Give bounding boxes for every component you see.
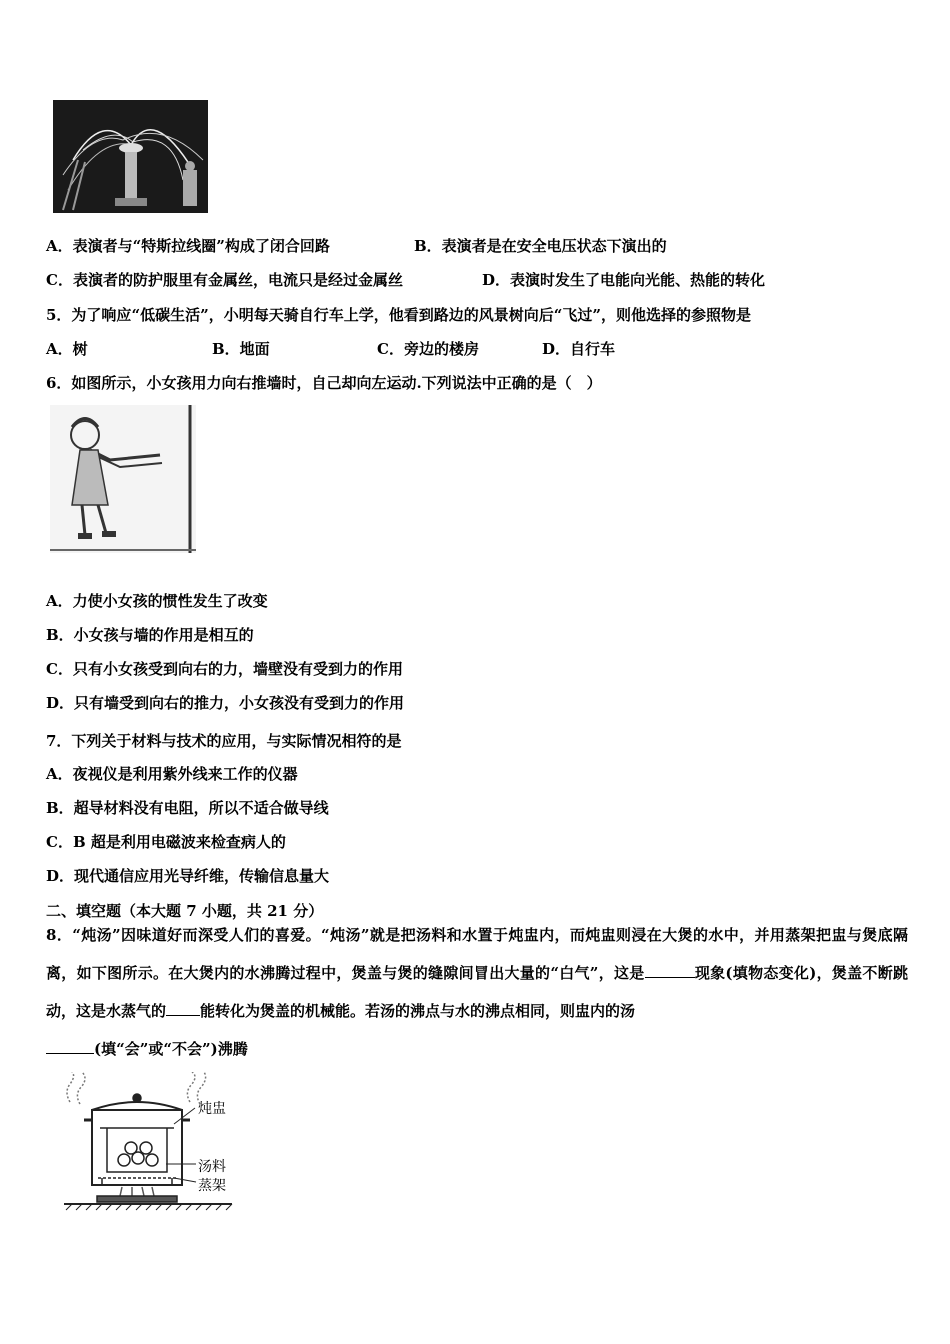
q8-paragraph [46, 916, 908, 1068]
q5-option-c: C．旁边的楼房 [377, 340, 479, 358]
q8-text-part2: 现象(填物态变化)，煲盖不断跳动，这是水蒸气的 [46, 964, 908, 1020]
q6-stem: 6．如图所示，小女孩用力向右推墙时，自己却向左运动.下列说法中正确的是（ ） [46, 374, 602, 392]
tesla-coil-figure [53, 100, 208, 213]
q8-blank-2[interactable] [166, 1001, 200, 1016]
q4-option-a: A．表演者与“特斯拉线圈”构成了闭合回路 [46, 237, 330, 255]
girl-pushing-wall-drawing [50, 405, 196, 553]
q8-blank-1[interactable] [645, 963, 695, 978]
q5-option-d: D．自行车 [542, 340, 616, 358]
q6-option-c: C．只有小女孩受到向右的力，墙壁没有受到力的作用 [46, 660, 403, 678]
label-pot: 炖盅 [198, 1101, 226, 1117]
q8-text-part4: (填“会”或“不会”)沸腾 [94, 1040, 248, 1058]
q8-text-part1: 8．“炖汤”因味道好而深受人们的喜爱。“炖汤”就是把汤料和水置于炖盅内，而炖盅则浸在大煲的水中，并用蒸架把盅与煲底隔离，如下图所示。在大煲内的水沸腾过程中，煲盖与煲的缝隙间冒出大量的“白气”，这是 [46, 926, 908, 982]
q6-option-a: A．力使小女孩的惯性发生了改变 [46, 592, 268, 610]
q8-text-part3: 能转化为煲盖的机械能。若汤的沸点与水的沸点相同，则盅内的汤 [200, 1002, 636, 1020]
q5-option-b: B．地面 [212, 340, 270, 358]
q7-option-b: B．超导材料没有电阻，所以不适合做导线 [46, 799, 329, 817]
q4-option-b: B．表演者是在安全电压状态下演出的 [414, 237, 667, 255]
q7-option-a: A．夜视仪是利用紫外线来工作的仪器 [46, 765, 298, 783]
q7-option-d: D．现代通信应用光导纤维，传输信息量大 [46, 867, 330, 885]
q6-option-b: B．小女孩与墙的作用是相互的 [46, 626, 254, 644]
girl-pushing-wall-figure [50, 405, 196, 553]
tesla-coil-drawing [53, 100, 208, 213]
q8-blank-3[interactable] [46, 1039, 94, 1054]
q5-stem: 5．为了响应“低碳生活”，小明每天骑自行车上学，他看到路边的风景树向后“飞过”，则他选择的参照物是 [46, 306, 751, 324]
q4-option-c: C．表演者的防护服里有金属丝，电流只是经过金属丝 [46, 271, 403, 289]
q5-option-a: A．树 [46, 340, 88, 358]
label-rack: 蒸架 [198, 1178, 226, 1194]
q7-stem: 7．下列关于材料与技术的应用，与实际情况相符的是 [46, 732, 402, 750]
q7-option-c: C．B 超是利用电磁波来检查病人的 [46, 833, 286, 851]
q4-option-d: D．表演时发生了电能向光能、热能的转化 [482, 271, 766, 289]
q6-option-d: D．只有墙受到向右的推力，小女孩没有受到力的作用 [46, 694, 405, 712]
stew-pot-figure [62, 1072, 240, 1212]
label-soup: 汤料 [198, 1159, 226, 1175]
section-heading: 二、填空题（本大题 7 小题，共 21 分） [46, 902, 324, 920]
